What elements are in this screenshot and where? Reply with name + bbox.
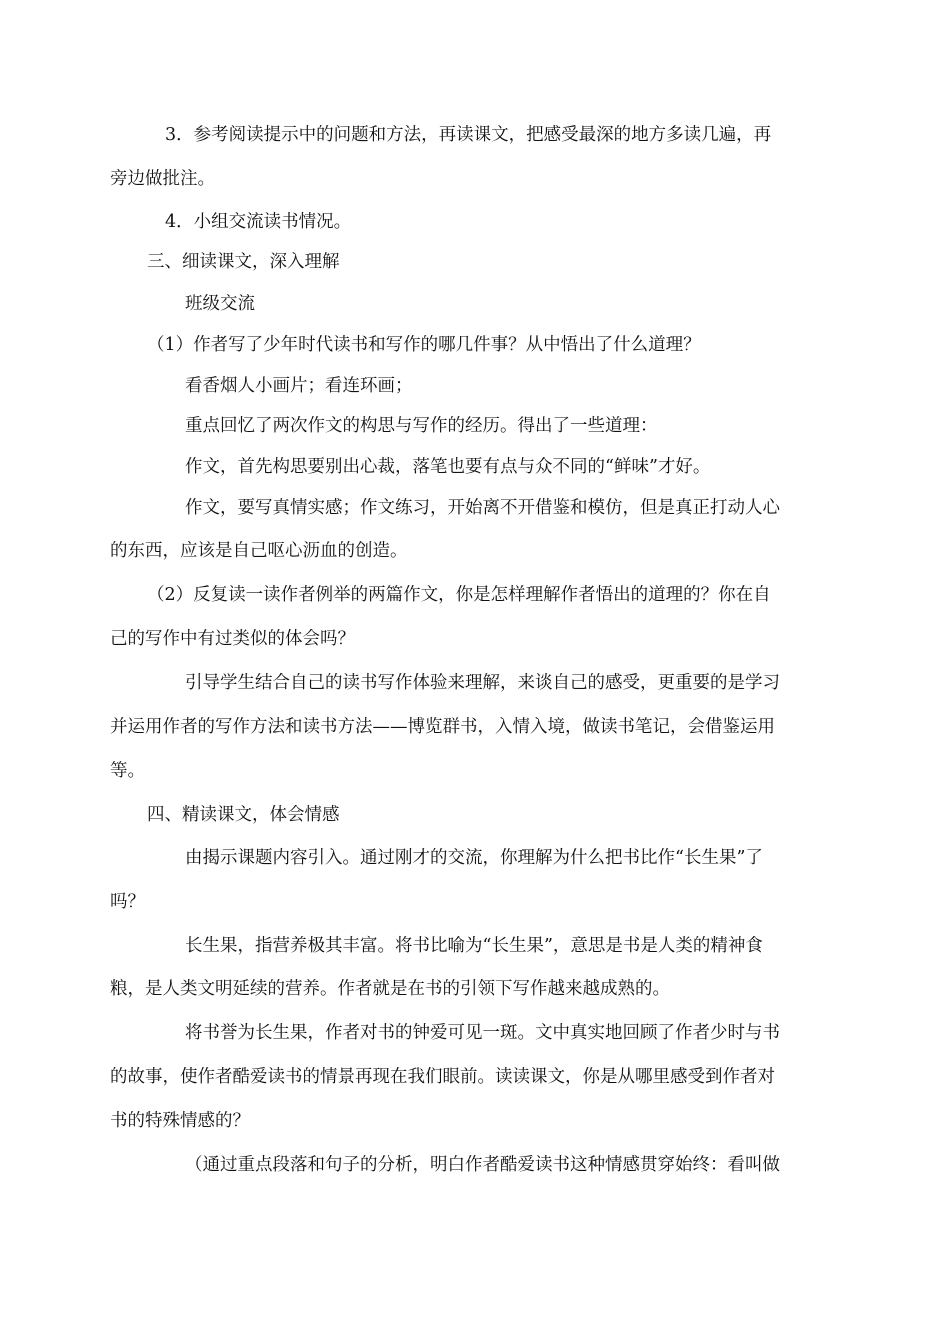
- paragraph-line: 的故事，使作者酷爱读书的情景再现在我们眼前。读读课文，你是从哪里感受到作者对: [110, 1067, 775, 1087]
- class-discussion-label: 班级交流: [185, 294, 255, 314]
- intro-question-line: 由揭示课题内容引入。通过刚才的交流，你理解为什么把书比作“长生果”了: [185, 848, 763, 868]
- paragraph-line: 书的特殊情感的？: [110, 1111, 250, 1131]
- answer-line: 看香烟人小画片；看连环画；: [185, 376, 413, 396]
- guidance-line: 并运用作者的写作方法和读书方法——博览群书，入情入境，做读书笔记，会借鉴运用: [110, 717, 775, 737]
- section-heading-4: 四、精读课文，体会情感: [147, 805, 340, 825]
- question-2-line-2: 己的写作中有过类似的体会吗？: [110, 629, 355, 649]
- explanation-line: 粮，是人类文明延续的营养。作者就是在书的引领下写作越来越成熟的。: [110, 979, 670, 999]
- explanation-line: 长生果，指营养极其丰富。将书比喻为“长生果”，意思是书是人类的精神食: [185, 936, 763, 956]
- question-1: （1）作者写了少年时代读书和写作的哪几件事？从中悟出了什么道理？: [147, 335, 701, 355]
- item-3-line-1: 3．参考阅读提示中的问题和方法，再读课文，把感受最深的地方多读几遍，再: [165, 125, 772, 145]
- answer-line: 作文，首先构思要别出心裁，落笔也要有点与众不同的“鲜味”才好。: [185, 457, 711, 477]
- question-2-line-1: （2）反复读一读作者例举的两篇作文，你是怎样理解作者悟出的道理的？你在自: [147, 585, 771, 605]
- analysis-line: （通过重点段落和句子的分析，明白作者酷爱读书这种情感贯穿始终：看叫做: [185, 1155, 780, 1175]
- intro-question-line: 吗？: [110, 892, 145, 912]
- item-3-line-2: 旁边做批注。: [110, 169, 215, 189]
- guidance-line: 等。: [110, 761, 145, 781]
- item-4: 4．小组交流读书情况。: [165, 212, 352, 232]
- section-heading-3: 三、细读课文，深入理解: [147, 252, 340, 272]
- answer-line: 的东西，应该是自己呕心沥血的创造。: [110, 541, 408, 561]
- guidance-line: 引导学生结合自己的读书写作体验来理解，来谈自己的感受，更重要的是学习: [185, 673, 780, 693]
- paragraph-line: 将书誉为长生果，作者对书的钟爱可见一斑。文中真实地回顾了作者少时与书: [185, 1023, 780, 1043]
- answer-line: 重点回忆了两次作文的构思与写作的经历。得出了一些道理：: [185, 416, 658, 436]
- answer-line: 作文，要写真情实感；作文练习，开始离不开借鉴和模仿，但是真正打动人心: [185, 498, 780, 518]
